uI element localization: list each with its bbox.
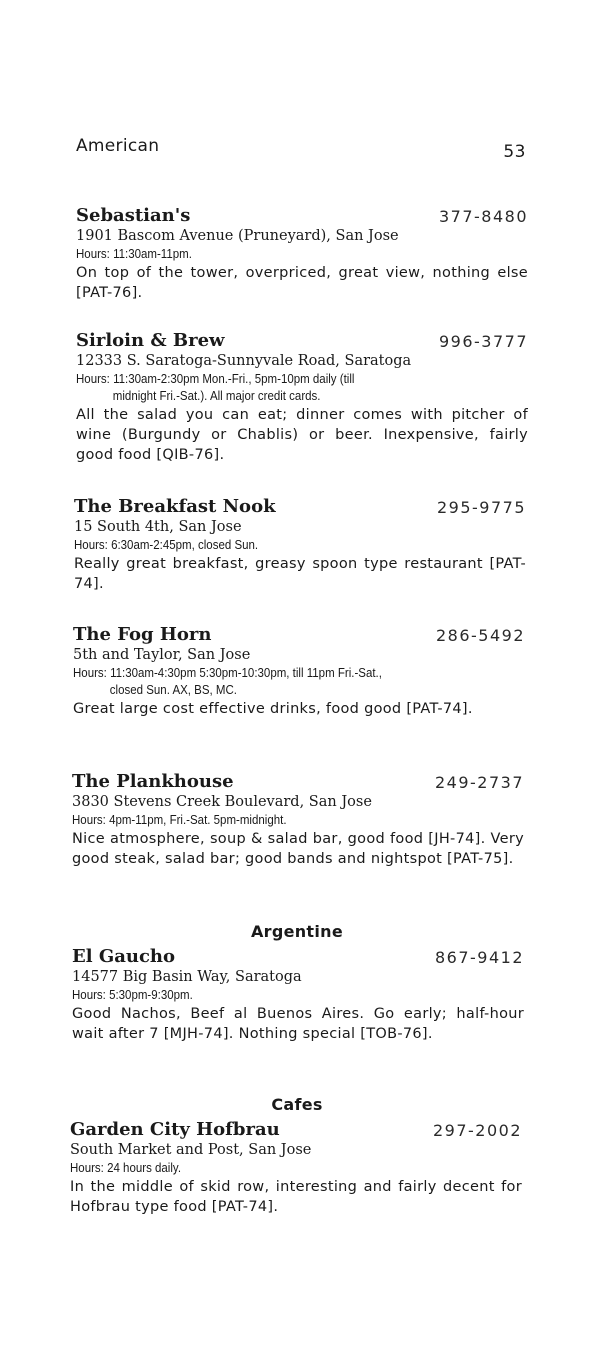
restaurant-review: Great large cost effective drinks, food good [PAT-74]. <box>73 701 473 717</box>
page-number: 53 <box>503 142 526 162</box>
restaurant-phone: 286-5492 <box>435 626 525 645</box>
restaurant-address: 5th and Taylor, San Jose <box>73 647 251 663</box>
cuisine-heading-argentine: Argentine <box>250 922 344 941</box>
restaurant-review: Really great breakfast, greasy spoon type restaurant [PAT-74]. <box>74 556 526 592</box>
restaurant-hours-continued: closed Sun. AX, BS, MC. <box>109 683 238 697</box>
restaurant-entry <box>72 771 524 869</box>
restaurant-address: 12333 S. Saratoga-Sunnyvale Road, Saratoga <box>76 353 412 369</box>
restaurant-hours: Hours: 11:30am-2:30pm Mon.-Fri., 5pm-10pm daily (till <box>76 372 355 386</box>
restaurant-review: All the salad you can eat; dinner comes with pitcher of wine (Burgundy or Chablis) or beer. Inexpensive, fairly good food [QIB-76]. <box>76 407 528 463</box>
restaurant-review: On top of the tower, overpriced, great view, nothing else [PAT-76]. <box>76 265 528 301</box>
cuisine-heading-cafes: Cafes <box>271 1095 323 1114</box>
restaurant-name: El Gaucho <box>72 946 175 967</box>
restaurant-entry <box>72 946 524 1044</box>
restaurant-hours: Hours: 6:30am-2:45pm, closed Sun. <box>74 538 259 552</box>
restaurant-address: 15 South 4th, San Jose <box>74 519 242 535</box>
restaurant-review: Nice atmosphere, soup & salad bar, good food [JH-74]. Very good steak, salad bar; good bands and nightspot [PAT-75]. <box>72 831 524 867</box>
restaurant-phone: 867-9412 <box>434 948 524 967</box>
restaurant-address: 3830 Stevens Creek Boulevard, San Jose <box>72 794 372 810</box>
restaurant-address: South Market and Post, San Jose <box>70 1142 312 1158</box>
restaurant-hours: Hours: 4pm-11pm, Fri.-Sat. 5pm-midnight. <box>72 813 287 827</box>
restaurant-entry <box>76 330 528 465</box>
restaurant-entry <box>73 624 525 719</box>
restaurant-name: The Fog Horn <box>73 624 212 645</box>
restaurant-hours: Hours: 5:30pm-9:30pm. <box>72 988 193 1002</box>
restaurant-address: 14577 Big Basin Way, Saratoga <box>72 969 302 985</box>
restaurant-entry <box>76 205 528 303</box>
restaurant-review: Good Nachos, Beef al Buenos Aires. Go early; half-hour wait after 7 [MJH-74]. Nothing special [TOB-76]. <box>72 1006 524 1042</box>
restaurant-hours: Hours: 11:30am-11pm. <box>76 247 192 261</box>
restaurant-name: The Breakfast Nook <box>74 496 276 517</box>
restaurant-name: Sebastian's <box>76 205 191 226</box>
restaurant-address: 1901 Bascom Avenue (Pruneyard), San Jose <box>76 228 399 244</box>
restaurant-hours-continued: midnight Fri.-Sat.). All major credit cards. <box>112 389 321 403</box>
restaurant-name: The Plankhouse <box>72 771 234 792</box>
restaurant-phone: 297-2002 <box>432 1121 522 1140</box>
restaurant-review: In the middle of skid row, interesting and fairly decent for Hofbrau type food [PAT-74]. <box>70 1179 522 1215</box>
restaurant-entry <box>70 1119 522 1217</box>
restaurant-phone: 996-3777 <box>438 332 528 351</box>
section-title: American <box>76 136 160 156</box>
restaurant-phone: 377-8480 <box>438 207 528 226</box>
restaurant-phone: 295-9775 <box>436 498 526 517</box>
restaurant-name: Garden City Hofbrau <box>70 1119 280 1140</box>
restaurant-name: Sirloin & Brew <box>76 330 225 351</box>
restaurant-hours: Hours: 11:30am-4:30pm 5:30pm-10:30pm, till 11pm Fri.-Sat., <box>73 666 382 680</box>
restaurant-entry <box>74 496 526 594</box>
restaurant-hours: Hours: 24 hours daily. <box>70 1161 182 1175</box>
restaurant-phone: 249-2737 <box>434 773 524 792</box>
page-header <box>76 136 526 166</box>
